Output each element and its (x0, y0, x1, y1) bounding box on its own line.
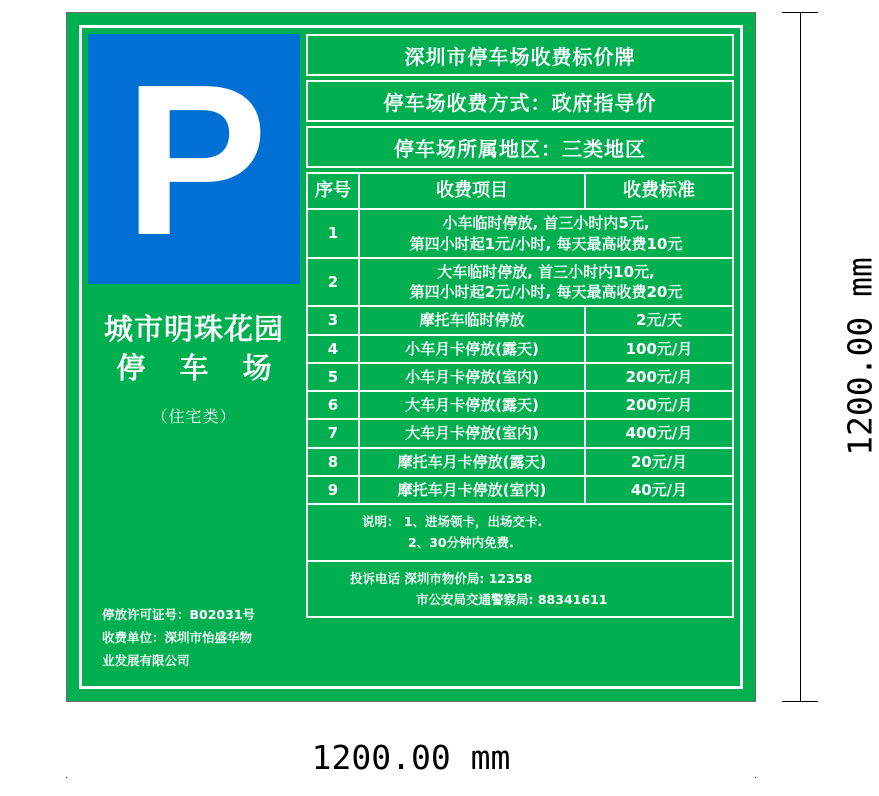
row-fee: 20元/月 (585, 448, 733, 476)
row-fee: 2元/天 (585, 306, 733, 334)
row-no: 3 (307, 306, 359, 334)
table-row (307, 419, 733, 447)
parking-p-symbol (88, 34, 300, 284)
lot-category: （住宅类） (151, 407, 237, 427)
height-dimension (760, 12, 879, 702)
sign-left-footer (82, 603, 306, 686)
note-line-2: 2、30分钟内免费. (408, 535, 514, 551)
complaint-box (306, 562, 734, 619)
row-item: 大车月卡停放(露天) (359, 391, 585, 419)
row-no: 1 (307, 209, 359, 258)
row-item: 大车月卡停放(室内) (359, 419, 585, 447)
table-row (307, 209, 733, 258)
dimension-line-vertical (800, 12, 801, 702)
row-no: 2 (307, 258, 359, 307)
note-line-1: 说明： 1、进场领卡，出场交卡. (362, 514, 543, 530)
sign-right-column (306, 28, 740, 686)
row-no: 8 (307, 448, 359, 476)
row-item: 摩托车月卡停放(露天) (359, 448, 585, 476)
row-item: 摩托车月卡停放(室内) (359, 476, 585, 504)
table-row (307, 258, 733, 307)
row-no: 6 (307, 391, 359, 419)
row-fee: 100元/月 (585, 335, 733, 363)
permit-number: 停放许可证号：B02031号 (102, 606, 256, 622)
row-fee: 200元/月 (585, 363, 733, 391)
complaint-line-1: 投诉电话 深圳市物价局: 12358 (350, 570, 533, 586)
sign-header-title: 深圳市停车场收费标价牌 (306, 34, 734, 76)
row-item: 小车月卡停放(露天) (359, 335, 585, 363)
table-row (307, 335, 733, 363)
sign-header-method: 停车场收费方式：政府指导价 (306, 80, 734, 122)
width-dimension (66, 702, 756, 792)
charging-unit-line1: 收费单位：深圳市怡盛华物 (102, 629, 253, 645)
charging-unit-line2: 业发展有限公司 (102, 652, 190, 668)
lot-title-block (82, 284, 306, 603)
complaint-line-2: 市公安局交通警察局: 88341611 (416, 591, 608, 607)
row-no: 5 (307, 363, 359, 391)
row-fee: 400元/月 (585, 419, 733, 447)
col-header-no: 序号 (307, 173, 359, 209)
width-dimension-label: 1200.00 mm (300, 738, 523, 777)
lot-name-line1: 城市明珠花园 (103, 312, 284, 346)
row-no: 7 (307, 419, 359, 447)
row-item: 摩托车临时停放 (359, 306, 585, 334)
row-fee: 200元/月 (585, 391, 733, 419)
fee-table (306, 172, 734, 505)
table-row (307, 391, 733, 419)
dimension-cap-bottom (782, 701, 818, 702)
row-no: 9 (307, 476, 359, 504)
sign-inner-frame (79, 25, 743, 689)
row-no: 4 (307, 335, 359, 363)
table-row (307, 306, 733, 334)
row-item: 小车临时停放, 首三小时内5元, 第四小时起1元/小时, 每天最高收费10元 (359, 209, 733, 258)
width-dimension-label-wrap (66, 738, 756, 777)
row-fee: 40元/月 (585, 476, 733, 504)
table-row (307, 448, 733, 476)
row-item: 大车临时停放, 首三小时内10元, 第四小时起2元/小时, 每天最高收费20元 (359, 258, 733, 307)
col-header-item: 收费项目 (359, 173, 585, 209)
notes-box (306, 505, 734, 562)
p-letter: P (124, 38, 264, 280)
fee-table-header-row (307, 173, 733, 209)
height-dimension-label: 1200.00 mm (839, 227, 879, 487)
table-row (307, 476, 733, 504)
lot-name-line2: 停 车 场 (116, 351, 284, 386)
table-row (307, 363, 733, 391)
sign-header-region: 停车场所属地区：三类地区 (306, 126, 734, 168)
parking-fee-sign-board (66, 12, 756, 702)
col-header-fee: 收费标准 (585, 173, 733, 209)
row-item: 小车月卡停放(室内) (359, 363, 585, 391)
sign-left-column (82, 28, 306, 686)
